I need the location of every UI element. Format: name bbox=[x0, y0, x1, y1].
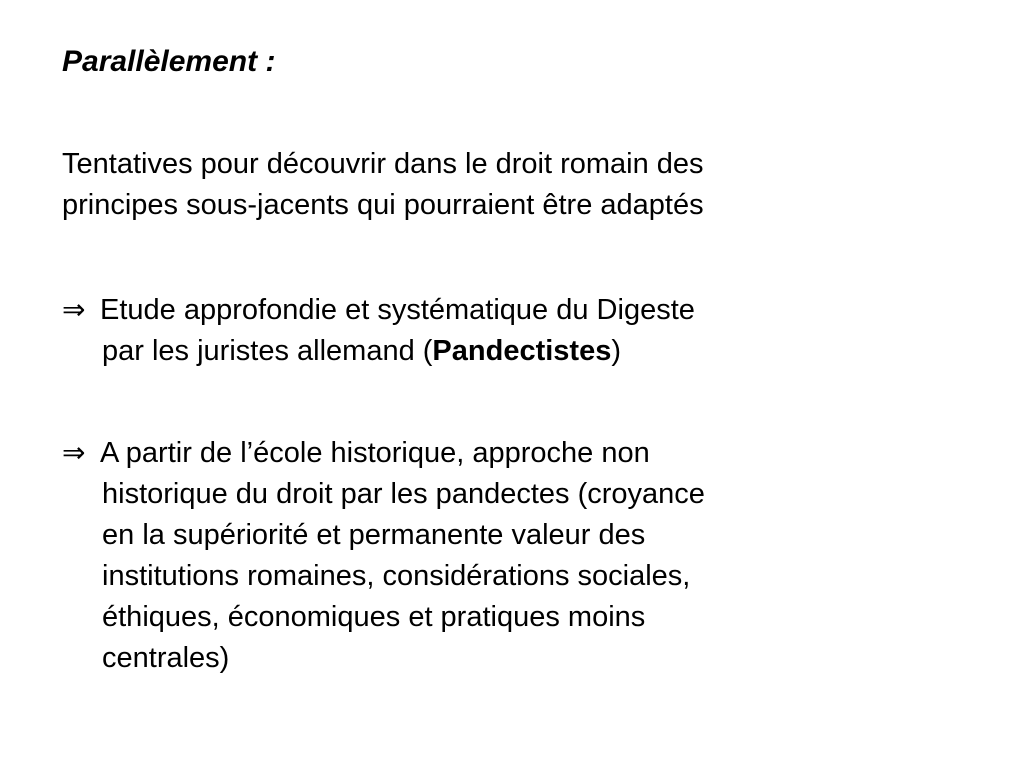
slide-heading: Parallèlement : bbox=[62, 45, 276, 78]
bullet-line: historique du droit par les pandectes (croyance bbox=[102, 478, 705, 510]
bullet-line bbox=[62, 331, 962, 372]
implies-arrow-icon: ⇒ bbox=[62, 436, 86, 469]
bullet-ecole-historique bbox=[62, 432, 962, 679]
bold-term-pandectistes: Pandectistes bbox=[432, 335, 612, 367]
bullet-line: institutions romaines, considérations sociales, bbox=[102, 560, 691, 592]
bullet-text: par les juristes allemand ( bbox=[102, 335, 433, 367]
intro-paragraph bbox=[62, 144, 962, 226]
intro-line: Tentatives pour découvrir dans le droit romain des bbox=[62, 148, 704, 180]
bullet-text: Etude approfondie et systématique du Digeste bbox=[100, 294, 695, 326]
bullet-line bbox=[62, 289, 962, 331]
bullet-line bbox=[62, 432, 962, 474]
bullet-text: ) bbox=[611, 335, 622, 367]
bullet-text: A partir de l’école historique, approche non bbox=[100, 437, 650, 469]
bullet-line: centrales) bbox=[102, 642, 230, 674]
implies-arrow-icon: ⇒ bbox=[62, 293, 86, 326]
bullet-line: en la supériorité et permanente valeur des bbox=[102, 519, 646, 551]
intro-line: principes sous-jacents qui pourraient être adaptés bbox=[62, 189, 704, 221]
bullet-line: éthiques, économiques et pratiques moins bbox=[102, 601, 646, 633]
bullet-digeste bbox=[62, 289, 962, 372]
